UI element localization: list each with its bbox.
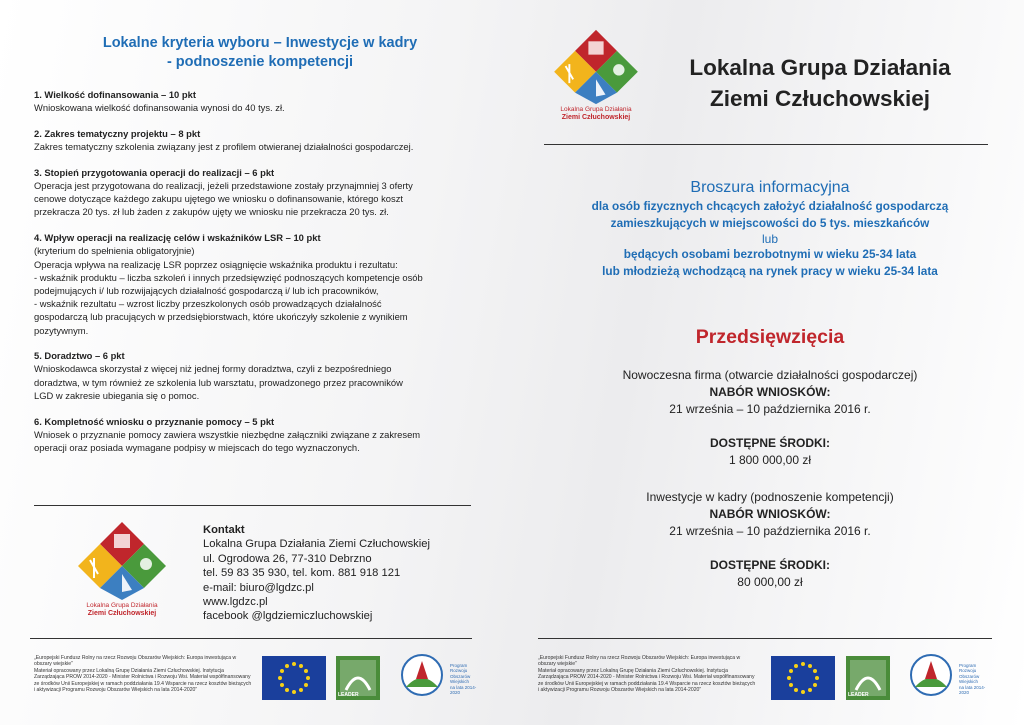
- criterion-heading: 3. Stopień przygotowania operacji do realizacji – 6 pkt: [34, 166, 275, 178]
- leader-logo-icon: [846, 656, 890, 700]
- nabor-dates: 21 września – 10 października 2016 r.: [669, 402, 871, 416]
- criterion-4: [34, 231, 479, 337]
- prow-logo-icon: [905, 649, 957, 701]
- program-name: Nowoczesna firma (otwarcie działalności gospodarczej): [622, 368, 918, 382]
- criterion-heading: 6. Kompletność wniosku o przyznanie pomocy – 5 pkt: [34, 415, 275, 427]
- prow-logo: [905, 649, 995, 701]
- footer-text: „Europejski Fundusz Rolny na rzecz Rozwoju Obszarów Wiejskich: Europa inwestująca w obszary wiejskie” Materiał opracowany przez Lokalną Grupę Działania Ziemi Człuchowskiej. Instytucja Zarządzająca PROW 2014-2020 - Minister Rolnictwa i Rozwoju Wsi. Materiał współfinansowany ze środków Unii Europejskiej w ramach poddziałania 19.4 Wsparcie na rzecz kosztów bieżących i aktywizacji Programu Rozwoju Obszarów Wiejskich na lata 2014-2020”: [34, 655, 252, 694]
- criteria-title-line2: - podnoszenie kompetencji: [166, 54, 354, 70]
- brochure-line: dla osób fizycznych chcących założyć działalność gospodarczą: [591, 199, 949, 213]
- criterion-heading: 5. Doradztwo – 6 pkt: [34, 350, 125, 362]
- criterion-6: [34, 415, 479, 455]
- brochure-or: lub: [761, 232, 778, 246]
- logo-caption: Lokalna Grupa Działania: [560, 106, 632, 113]
- prow-text: Rozwoju: [450, 668, 468, 674]
- program-item-1: [540, 367, 1000, 469]
- program-item-2: [540, 489, 1000, 591]
- lgd-logo-icon: [552, 28, 640, 106]
- section-title: Przedsięwzięcia: [695, 326, 845, 348]
- org-title-line1: Lokalna Grupa Działania: [689, 55, 951, 80]
- org-title: [640, 52, 1000, 114]
- criterion-body: Operacja jest przygotowana do realizacji, jeżeli przedstawione zostały przynajmniej 3 oferty cenowe dotyczące każdego zakupu ujętego we wniosku o dofinansowanie, którego koszt przekracza 20 tys. zł lub żaden z zakupów ujęty we wniosku nie przekracza 20 tys. zł.: [34, 180, 413, 218]
- eu-flag-icon: [771, 656, 835, 700]
- logo-caption-bold: Ziemi Człuchowskiej: [87, 610, 157, 617]
- criteria-title-line1: Lokalne kryteria wyboru – Inwestycje w kadry: [102, 35, 418, 51]
- logo-caption-bold: Ziemi Człuchowskiej: [561, 114, 631, 121]
- prow-text: Obszarów: [959, 673, 980, 679]
- srodki-amount: 1 800 000,00 zł: [728, 453, 812, 467]
- footer-divider: [538, 638, 992, 639]
- footer-divider: [30, 638, 472, 639]
- prow-text: na lata 2014-2020: [450, 684, 477, 696]
- criterion-body: Zakres tematyczny szkolenia związany jest z profilem otwieranej działalności gospodarczej.: [34, 141, 414, 153]
- leader-logo-icon: [336, 656, 380, 700]
- prow-logo: [396, 649, 486, 701]
- contact-block: [203, 523, 430, 624]
- lgd-logo: [76, 520, 168, 618]
- brochure-line: będących osobami bezrobotnymi w wieku 25-34 lata: [623, 247, 917, 261]
- brochure-line: lub młodzieżą wchodzącą na rynek pracy w wieku 25-34 lata: [602, 264, 938, 278]
- prow-text: Obszarów: [450, 673, 471, 679]
- footer-text: „Europejski Fundusz Rolny na rzecz Rozwoju Obszarów Wiejskich: Europa inwestująca w obszary wiejskie” Materiał opracowany przez Lokalną Grupę Działania Ziemi Człuchowskiej. Instytucja Zarządzająca PROW 2014-2020 - Minister Rolnictwa i Rozwoju Wsi. Materiał współfinansowany ze środków Unii Europejskiej w ramach poddziałania 19.4 Wsparcie na rzecz kosztów bieżących i aktywizacji Programu Rozwoju Obszarów Wiejskich na lata 2014-2020”: [538, 655, 756, 694]
- criterion-body: Wnioskowana wielkość dofinansowania wynosi do 40 tys. zł.: [34, 102, 285, 114]
- contact-facebook[interactable]: facebook @lgdziemiczluchowskiej: [203, 610, 373, 623]
- criterion-1: [34, 88, 479, 114]
- lgd-logo-right: [552, 28, 640, 122]
- leader-label: LEADER: [338, 692, 359, 698]
- criterion-body: Wniosek o przyznanie pomocy zawiera wszystkie niezbędne załączniki związane z zakresem operacji oraz posiada wymagane podpisy w miejscach do tego wyznaczonych.: [34, 428, 421, 453]
- prow-logo-icon: [396, 649, 448, 701]
- criterion-5: [34, 349, 479, 402]
- criteria-title: [40, 34, 480, 72]
- logo-caption: Lokalna Grupa Działania: [86, 602, 158, 609]
- eu-flag-icon: [262, 656, 326, 700]
- criterion-heading: 2. Zakres tematyczny projektu – 8 pkt: [34, 127, 201, 139]
- program-name: Inwestycje w kadry (podnoszenie kompetencji): [646, 490, 894, 504]
- criterion-body: Wnioskodawca skorzystał z więcej niż jednej formy doradztwa, czyli z bezpośredniego doradztwa, w tym również ze szkolenia lub warsztatu, prowadzonego przez pracowników LGD w zakresie ubiegania się o pomoc.: [34, 363, 403, 401]
- contact-website[interactable]: www.lgdzc.pl: [203, 596, 268, 609]
- contact-phone: tel. 59 83 35 930, tel. kom. 881 918 121: [203, 567, 401, 580]
- prow-text: Wiejskich: [450, 679, 470, 685]
- prow-text: Program: [959, 663, 977, 668]
- leader-label: LEADER: [848, 692, 869, 698]
- criteria-list: [34, 88, 479, 467]
- brochure-line: zamieszkujących w miejscowości do 5 tys. mieszkańców: [610, 216, 930, 230]
- org-title-line2: Ziemi Człuchowskiej: [709, 86, 931, 111]
- title-divider: [544, 144, 988, 145]
- criterion-heading: 4. Wpływ operacji na realizację celów i wskaźników LSR – 10 pkt: [34, 232, 321, 244]
- criterion-body: (kryterium do spełnienia obligatoryjnie) Operacja wpływa na realizację LSR poprzez osiągnięcie wskaźnika produktu i rezultatu: - wskaźnik produktu – liczba szkoleń i innych przedsięwzięć podnoszących kompetencje osób podejmujących i/ lub rozwijających działalność gospodarczą i/ lub ich pracowników, - wskaźnik rezultatu – wzrost liczby przeszkolonych osób prowadzących działalność gospodarczą lub pracujących w przedsiębiorstwach, które ukończyły szkolenie z wynikiem pozytywnym.: [34, 245, 423, 336]
- contact-address: ul. Ogrodowa 26, 77-310 Debrzno: [203, 552, 372, 565]
- prow-text: na lata 2014-2020: [959, 684, 986, 696]
- lgd-logo-icon: [76, 520, 168, 602]
- contact-email[interactable]: e-mail: biuro@lgdzc.pl: [203, 581, 314, 594]
- prow-text: Program: [450, 663, 468, 668]
- criterion-3: [34, 166, 479, 219]
- divider: [34, 505, 471, 506]
- brochure-block: [540, 178, 1000, 280]
- prow-text: Rozwoju: [959, 668, 977, 674]
- brochure-heading: Broszura informacyjna: [690, 179, 850, 196]
- prow-text: Wiejskich: [959, 679, 979, 685]
- nabor-label: NABÓR WNIOSKÓW:: [709, 385, 831, 399]
- srodki-label: DOSTĘPNE ŚRODKI:: [709, 558, 830, 572]
- srodki-label: DOSTĘPNE ŚRODKI:: [709, 436, 830, 450]
- contact-org: Lokalna Grupa Działania Ziemi Człuchowskiej: [203, 538, 430, 551]
- nabor-dates: 21 września – 10 października 2016 r.: [669, 524, 871, 538]
- criterion-2: [34, 127, 479, 153]
- nabor-label: NABÓR WNIOSKÓW:: [709, 507, 831, 521]
- criterion-heading: 1. Wielkość dofinansowania – 10 pkt: [34, 89, 196, 100]
- srodki-amount: 80 000,00 zł: [737, 575, 803, 589]
- contact-heading: Kontakt: [203, 524, 245, 536]
